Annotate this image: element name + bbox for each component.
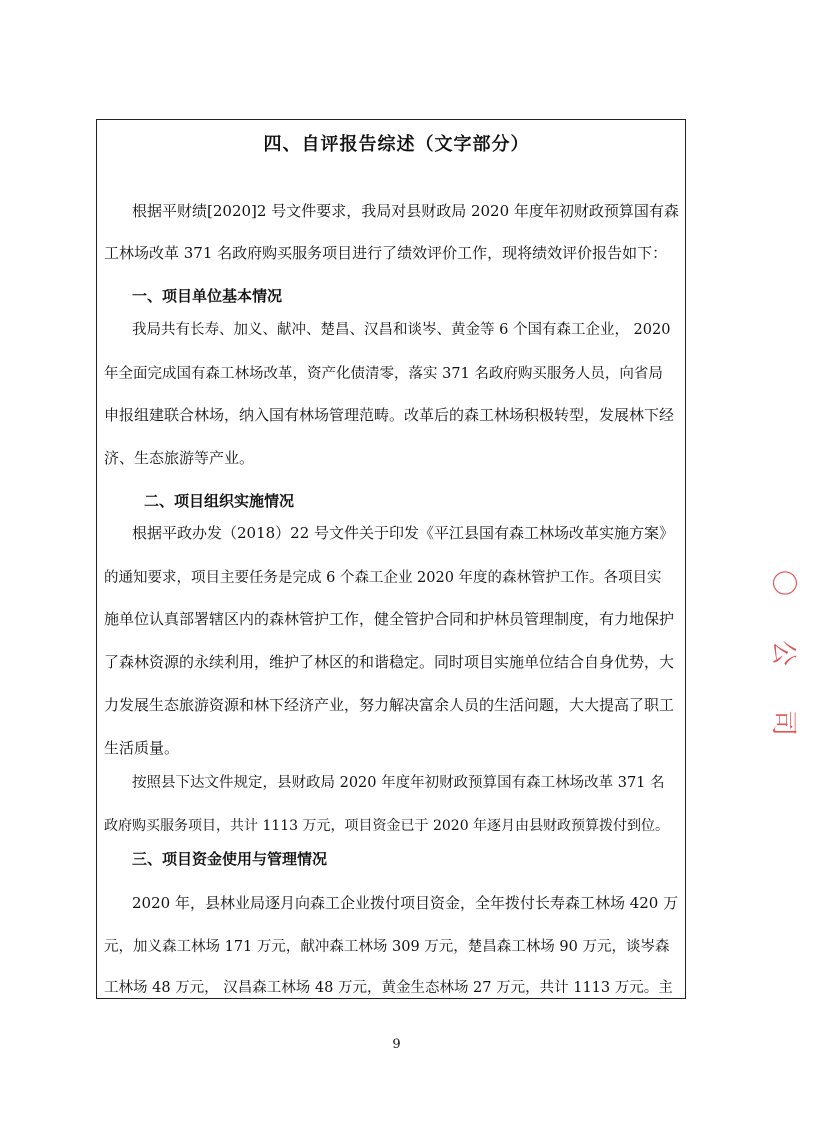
paragraph-line: 了森林资源的永续利用，维护了林区的和谐稳定。同时项目实施单位结合自身优势，大	[104, 653, 675, 671]
section-heading: 一、项目单位基本情况	[132, 287, 283, 305]
paragraph-line: 工林场改革 371 名政府购买服务项目进行了绩效评价工作，现将绩效评价报告如下：	[104, 244, 668, 262]
section-title: 四、自评报告综述（文字部分）	[263, 134, 530, 155]
paragraph-line: 力发展生态旅游资源和林下经济产业，努力解决富余人员的生活问题，大大提高了职工	[104, 696, 675, 714]
paragraph-line: 我局共有长寿、加义、献冲、楚昌、汉昌和谈岑、黄金等 6 个国有森工企业， 2020	[132, 322, 671, 338]
paragraph-line: 按照县下达文件规定，县财政局 2020 年度年初财政预算国有森工林场改革 371 名	[132, 775, 665, 791]
section-heading: 二、项目组织实施情况	[144, 492, 295, 510]
paragraph-line: 工林场 48 万元， 汉昌森工林场 48 万元，黄金生态林场 27 万元，共计 1113 万元。主	[104, 980, 673, 996]
paragraph-line: 年全面完成国有森工林场改革，资产化债清零，落实 371 名政府购买服务人员，向省局	[104, 366, 663, 382]
paragraph-line: 政府购买服务项目，共计 1113 万元，项目资金已于 2020 年逐月由县财政预算拨付到位。	[104, 818, 670, 834]
paragraph-line: 申报组建联合林场，纳入国有林场管理范畴。改革后的森工林场积极转型，发展林下经	[104, 406, 675, 424]
paragraph-line: 2020 年，县林业局逐月向森工企业拨付项目资金，全年拨付长寿森工林场 420 万	[132, 894, 679, 912]
paragraph-line: 的通知要求，项目主要任务是完成 6 个森工企业 2020 年度的森林管护工作。各项目实	[104, 570, 662, 586]
paragraph-line: 元，加义森工林场 171 万元，献冲森工林场 309 万元，楚昌森工林场 90 万元，谈岑森	[104, 939, 670, 955]
paragraph-line: 根据平财绩[2020]2 号文件要求，我局对县财政局 2020 年度年初财政预算国有森	[132, 202, 679, 220]
paragraph-line: 生活质量。	[104, 739, 180, 757]
paragraph-line: 施单位认真部署辖区内的森林管护工作，健全管护合同和护林员管理制度，有力地保护	[104, 610, 675, 628]
seal-stamp: 〇 公 司	[768, 569, 799, 737]
paragraph-line: 根据平政办发（2018）22 号文件关于印发《平江县国有森工林场改革实施方案》	[132, 524, 675, 542]
page-number: 9	[392, 1037, 401, 1052]
section-heading: 三、项目资金使用与管理情况	[132, 850, 328, 868]
paragraph-line: 济、生态旅游等产业。	[104, 449, 255, 467]
